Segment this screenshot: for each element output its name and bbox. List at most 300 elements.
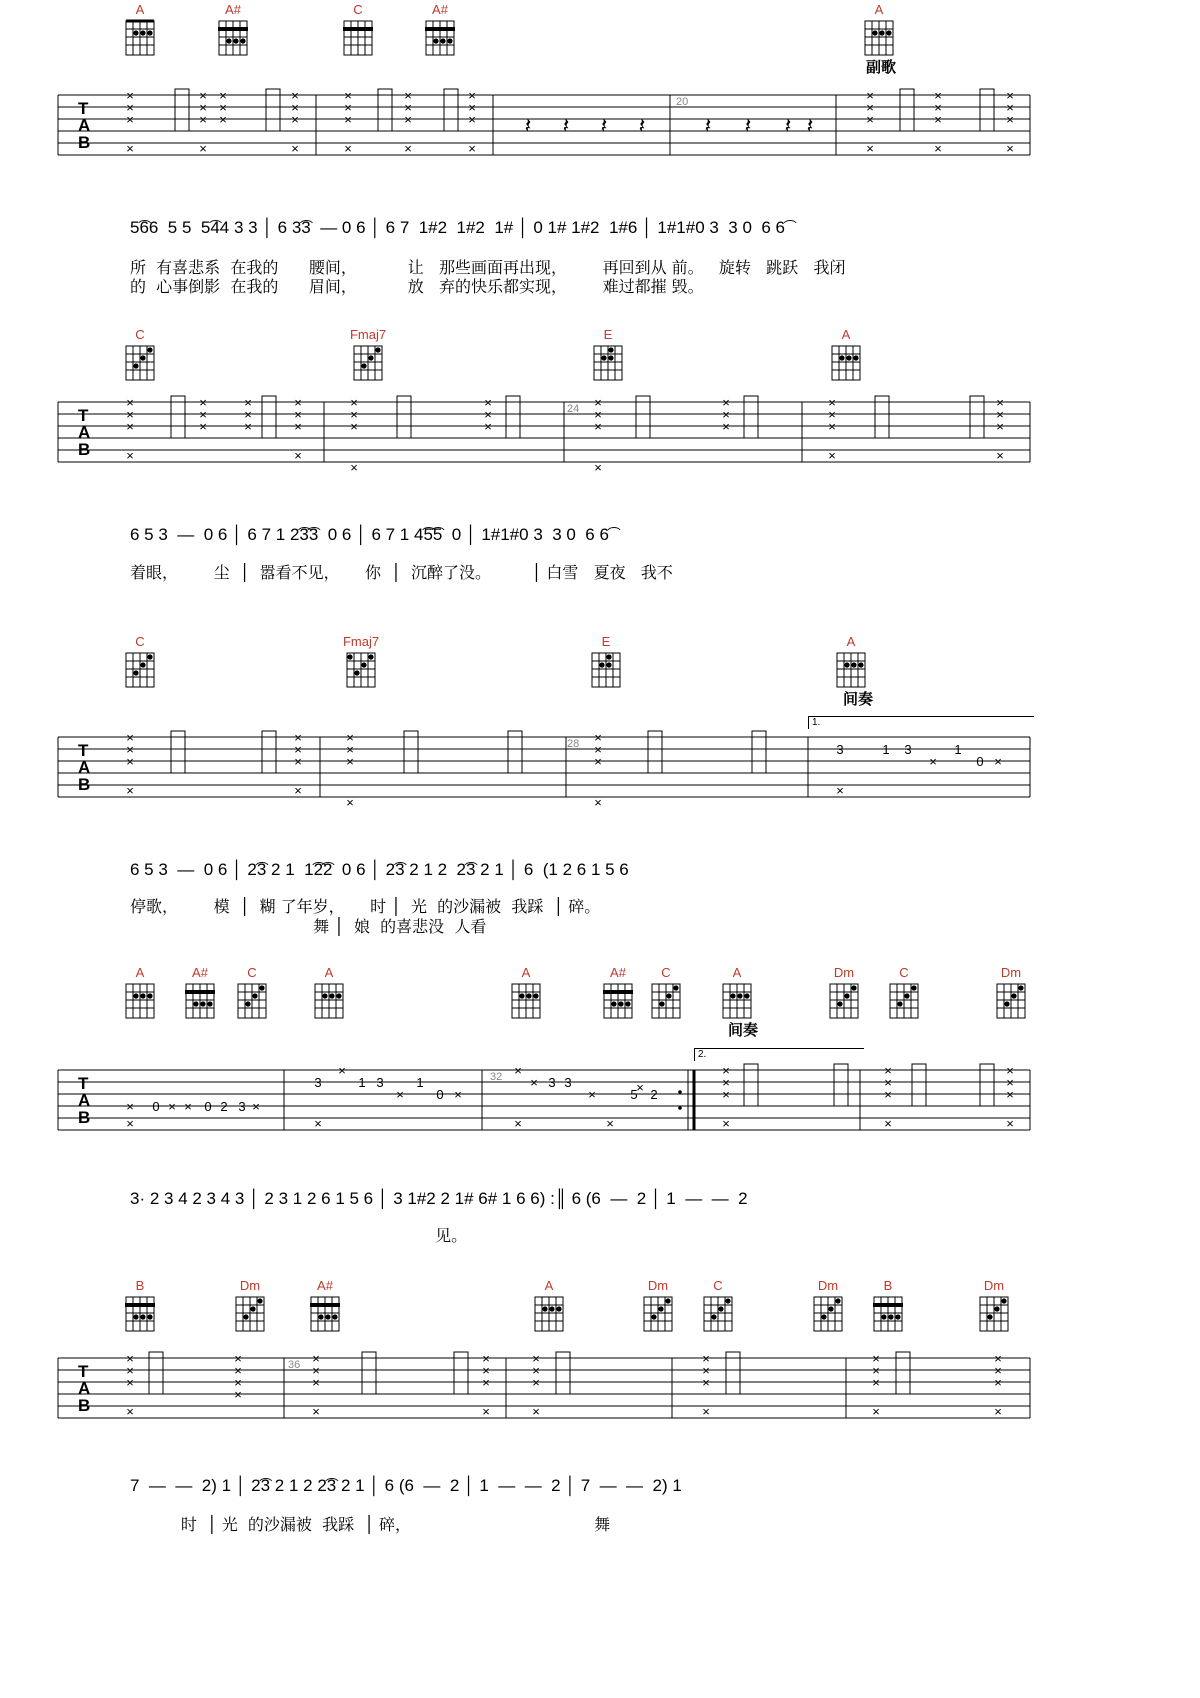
svg-text:×: × bbox=[468, 88, 476, 103]
chord-name: C bbox=[899, 965, 909, 980]
chord-diagram bbox=[172, 965, 228, 1022]
svg-text:×: × bbox=[346, 754, 354, 769]
svg-text:×: × bbox=[1006, 1087, 1014, 1102]
chord-diagram bbox=[112, 965, 168, 1022]
svg-text:×: × bbox=[350, 395, 358, 410]
svg-text:×: × bbox=[702, 1404, 710, 1419]
chord-name: E bbox=[601, 634, 611, 649]
svg-text:×: × bbox=[126, 112, 134, 127]
chord-diagram bbox=[983, 965, 1039, 1022]
svg-text:×: × bbox=[532, 1375, 540, 1390]
svg-text:×: × bbox=[291, 112, 299, 127]
svg-text:×: × bbox=[294, 754, 302, 769]
svg-text:×: × bbox=[294, 419, 302, 434]
lyrics-line-1: 时 │ 光 的沙漏被 我踩 │ 碎， 舞 bbox=[130, 1515, 611, 1534]
svg-text:×: × bbox=[934, 100, 942, 115]
svg-text:×: × bbox=[468, 112, 476, 127]
tab-staff bbox=[58, 1063, 1110, 1131]
tab-clef: T A B bbox=[78, 741, 91, 794]
svg-text:×: × bbox=[126, 395, 134, 410]
svg-text:×: × bbox=[636, 1080, 644, 1095]
tab-staff-lines bbox=[58, 395, 1110, 502]
svg-text:5: 5 bbox=[630, 1087, 638, 1102]
svg-text:×: × bbox=[350, 460, 358, 475]
svg-text:×: × bbox=[199, 112, 207, 127]
chord-diagram bbox=[690, 1278, 746, 1335]
tab-clef: T A B bbox=[78, 99, 91, 152]
tab-staff bbox=[58, 88, 1110, 156]
chord-grid-icon bbox=[598, 980, 638, 1022]
jianpu-notation: 6 5 3 — 0 6 │ 6 7 1 2͡3͡3 0 6 │ 6 7 1 4͡5͡5 0 │ 1#1#0 3 3 0 6 6͡ bbox=[130, 525, 609, 544]
svg-text:×: × bbox=[126, 88, 134, 103]
tab-staff bbox=[58, 730, 1110, 810]
svg-text:×: × bbox=[530, 1075, 538, 1090]
chord-name: A bbox=[874, 2, 884, 17]
svg-text:×: × bbox=[234, 1363, 242, 1378]
chord-diagram bbox=[966, 1278, 1022, 1335]
svg-text:×: × bbox=[219, 100, 227, 115]
svg-text:×: × bbox=[1006, 1075, 1014, 1090]
chord-grid-icon bbox=[180, 980, 220, 1022]
svg-text:0: 0 bbox=[204, 1099, 212, 1114]
svg-text:×: × bbox=[294, 407, 302, 422]
svg-text:×: × bbox=[396, 1087, 404, 1102]
chord-grid-icon bbox=[506, 980, 546, 1022]
tab-staff-lines bbox=[58, 88, 1110, 195]
chord-name: A# bbox=[317, 1278, 333, 1293]
svg-text:𝄽: 𝄽 bbox=[562, 113, 570, 138]
section-label: 副歌 bbox=[866, 58, 897, 76]
svg-text:×: × bbox=[126, 407, 134, 422]
svg-text:×: × bbox=[836, 783, 844, 798]
svg-text:×: × bbox=[994, 1404, 1002, 1419]
svg-text:1: 1 bbox=[416, 1075, 424, 1090]
svg-text:×: × bbox=[234, 1375, 242, 1390]
svg-text:𝄽: 𝄽 bbox=[704, 113, 712, 138]
chord-name: B bbox=[883, 1278, 893, 1293]
svg-text:×: × bbox=[344, 141, 352, 156]
svg-text:×: × bbox=[884, 1075, 892, 1090]
svg-text:2: 2 bbox=[650, 1087, 658, 1102]
svg-text:×: × bbox=[482, 1363, 490, 1378]
svg-text:×: × bbox=[126, 1116, 134, 1131]
svg-text:×: × bbox=[312, 1375, 320, 1390]
svg-text:×: × bbox=[1006, 88, 1014, 103]
lyrics-line-2: 舞 │ 娘 的喜悲没 人看 bbox=[130, 917, 487, 936]
svg-text:×: × bbox=[126, 783, 134, 798]
chord-grid-icon bbox=[808, 1293, 848, 1335]
svg-text:𝄽: 𝄽 bbox=[806, 113, 814, 138]
chord-grid-icon bbox=[232, 980, 272, 1022]
chord-diagram bbox=[860, 1278, 916, 1335]
svg-text:×: × bbox=[454, 1087, 462, 1102]
svg-text:×: × bbox=[722, 1075, 730, 1090]
svg-text:×: × bbox=[404, 112, 412, 127]
svg-text:×: × bbox=[468, 100, 476, 115]
svg-text:×: × bbox=[244, 395, 252, 410]
svg-text:×: × bbox=[291, 100, 299, 115]
chord-name: A bbox=[732, 965, 742, 980]
svg-text:×: × bbox=[482, 1375, 490, 1390]
svg-text:3: 3 bbox=[314, 1075, 322, 1090]
chord-name: Dm bbox=[239, 1278, 261, 1293]
chord-name: C bbox=[135, 327, 145, 342]
chord-diagram bbox=[112, 327, 168, 384]
svg-text:×: × bbox=[872, 1375, 880, 1390]
chord-diagram bbox=[412, 2, 468, 59]
tab-staff bbox=[58, 395, 1110, 475]
svg-text:×: × bbox=[484, 419, 492, 434]
chord-diagram bbox=[112, 1278, 168, 1335]
svg-text:×: × bbox=[219, 88, 227, 103]
svg-text:×: × bbox=[244, 407, 252, 422]
svg-text:𝄽: 𝄽 bbox=[784, 113, 792, 138]
svg-text:×: × bbox=[482, 1404, 490, 1419]
svg-text:×: × bbox=[126, 419, 134, 434]
svg-text:×: × bbox=[1006, 141, 1014, 156]
svg-text:0: 0 bbox=[436, 1087, 444, 1102]
svg-text:×: × bbox=[312, 1363, 320, 1378]
chord-diagram bbox=[301, 965, 357, 1022]
svg-text:×: × bbox=[199, 141, 207, 156]
svg-text:×: × bbox=[866, 112, 874, 127]
svg-text:3: 3 bbox=[548, 1075, 556, 1090]
svg-text:×: × bbox=[126, 1351, 134, 1366]
svg-text:𝄽: 𝄽 bbox=[744, 113, 752, 138]
chord-grid-icon bbox=[120, 980, 160, 1022]
svg-text:×: × bbox=[722, 395, 730, 410]
svg-text:𝄽: 𝄽 bbox=[638, 113, 646, 138]
svg-text:×: × bbox=[184, 1099, 192, 1114]
chord-grid-icon bbox=[338, 17, 378, 59]
svg-text:×: × bbox=[344, 112, 352, 127]
svg-text:×: × bbox=[594, 795, 602, 810]
svg-text:0: 0 bbox=[976, 754, 984, 769]
chord-grid-icon bbox=[586, 649, 626, 691]
svg-text:×: × bbox=[484, 407, 492, 422]
chord-diagram bbox=[112, 634, 168, 691]
chord-diagram bbox=[224, 965, 280, 1022]
jianpu-notation: 3· 2 3 4 2 3 4 3 │ 2 3 1 2 6 1 5 6 │ 3 1#2 2 1# 6# 1 6 6) :║ 6 (6 — 2 │ 1 — — 2 bbox=[130, 1189, 748, 1208]
svg-text:×: × bbox=[994, 1351, 1002, 1366]
volta-bracket: 1. bbox=[808, 716, 1034, 729]
svg-text:×: × bbox=[866, 100, 874, 115]
svg-text:×: × bbox=[532, 1351, 540, 1366]
chord-diagram bbox=[818, 327, 874, 384]
svg-text:×: × bbox=[338, 1063, 346, 1078]
svg-text:×: × bbox=[996, 407, 1004, 422]
svg-text:×: × bbox=[294, 448, 302, 463]
chord-name: Dm bbox=[817, 1278, 839, 1293]
measure-number: 24 bbox=[567, 403, 580, 415]
svg-text:×: × bbox=[514, 1063, 522, 1078]
svg-text:×: × bbox=[126, 100, 134, 115]
tab-clef: T A B bbox=[78, 1362, 91, 1415]
chord-name: A bbox=[135, 965, 145, 980]
svg-text:×: × bbox=[314, 1116, 322, 1131]
chord-grid-icon bbox=[420, 17, 460, 59]
svg-text:×: × bbox=[594, 407, 602, 422]
svg-text:×: × bbox=[404, 88, 412, 103]
chord-grid-icon bbox=[230, 1293, 270, 1335]
chord-grid-icon bbox=[638, 1293, 678, 1335]
svg-text:0: 0 bbox=[152, 1099, 160, 1114]
svg-text:×: × bbox=[291, 88, 299, 103]
svg-text:×: × bbox=[1006, 100, 1014, 115]
chord-grid-icon bbox=[341, 649, 381, 691]
svg-text:×: × bbox=[404, 100, 412, 115]
svg-text:3: 3 bbox=[564, 1075, 572, 1090]
svg-text:×: × bbox=[126, 141, 134, 156]
svg-text:×: × bbox=[291, 141, 299, 156]
svg-text:×: × bbox=[294, 395, 302, 410]
svg-text:1: 1 bbox=[954, 742, 962, 757]
chord-grid-icon bbox=[884, 980, 924, 1022]
svg-text:×: × bbox=[312, 1404, 320, 1419]
svg-text:×: × bbox=[532, 1363, 540, 1378]
svg-text:𝄽: 𝄽 bbox=[600, 113, 608, 138]
measure-number: 32 bbox=[490, 1071, 503, 1083]
svg-text:×: × bbox=[872, 1363, 880, 1378]
svg-text:×: × bbox=[994, 1363, 1002, 1378]
svg-text:×: × bbox=[468, 141, 476, 156]
svg-text:×: × bbox=[346, 730, 354, 745]
svg-text:×: × bbox=[346, 795, 354, 810]
svg-text:×: × bbox=[219, 112, 227, 127]
chord-name: A bbox=[846, 634, 856, 649]
chord-diagram bbox=[578, 634, 634, 691]
section-label: 间奏 bbox=[843, 690, 874, 708]
chord-grid-icon bbox=[213, 17, 253, 59]
svg-text:×: × bbox=[234, 1387, 242, 1402]
svg-text:×: × bbox=[294, 742, 302, 757]
svg-text:×: × bbox=[996, 448, 1004, 463]
chord-name: Fmaj7 bbox=[349, 327, 387, 342]
svg-text:×: × bbox=[126, 754, 134, 769]
chord-name: A# bbox=[610, 965, 626, 980]
chord-grid-icon bbox=[588, 342, 628, 384]
svg-text:×: × bbox=[996, 395, 1004, 410]
chord-grid-icon bbox=[120, 342, 160, 384]
tab-clef: T A B bbox=[78, 1074, 91, 1127]
chord-grid-icon bbox=[974, 1293, 1014, 1335]
chord-name: Dm bbox=[1000, 965, 1022, 980]
tab-clef: T A B bbox=[78, 406, 91, 459]
tab-staff bbox=[58, 1351, 1110, 1419]
chord-name: C bbox=[661, 965, 671, 980]
lyrics-line-1: 见。 bbox=[130, 1226, 468, 1245]
svg-text:×: × bbox=[722, 419, 730, 434]
svg-text:×: × bbox=[594, 395, 602, 410]
svg-text:2: 2 bbox=[220, 1099, 228, 1114]
chord-grid-icon bbox=[120, 649, 160, 691]
chord-grid-icon bbox=[120, 17, 160, 59]
svg-text:×: × bbox=[126, 1404, 134, 1419]
chord-name: A# bbox=[225, 2, 241, 17]
chord-grid-icon bbox=[826, 342, 866, 384]
svg-text:×: × bbox=[126, 1375, 134, 1390]
chord-diagram bbox=[205, 2, 261, 59]
chord-grid-icon bbox=[717, 980, 757, 1022]
tab-staff-lines bbox=[58, 1351, 1110, 1458]
svg-text:×: × bbox=[994, 1375, 1002, 1390]
measure-number: 28 bbox=[567, 738, 580, 750]
chord-name: A bbox=[841, 327, 851, 342]
svg-text:×: × bbox=[126, 1363, 134, 1378]
svg-text:×: × bbox=[126, 448, 134, 463]
svg-text:×: × bbox=[126, 1099, 134, 1114]
svg-text:×: × bbox=[294, 783, 302, 798]
svg-text:𝄽: 𝄽 bbox=[524, 113, 532, 138]
chord-name: A bbox=[324, 965, 334, 980]
chord-diagram bbox=[800, 1278, 856, 1335]
tab-staff-lines bbox=[58, 730, 1110, 837]
svg-text:×: × bbox=[199, 407, 207, 422]
svg-text:×: × bbox=[594, 742, 602, 757]
svg-text:×: × bbox=[1006, 1116, 1014, 1131]
lyrics-line-1: 着眼， 尘 │ 嚣看不见， 你 │ 沉醉了没。 │ 白雪 夏夜 我不 bbox=[130, 563, 673, 582]
svg-text:×: × bbox=[828, 395, 836, 410]
svg-text:×: × bbox=[994, 754, 1002, 769]
chord-grid-icon bbox=[831, 649, 871, 691]
chord-name: Dm bbox=[983, 1278, 1005, 1293]
svg-text:×: × bbox=[929, 754, 937, 769]
svg-text:×: × bbox=[344, 100, 352, 115]
svg-text:×: × bbox=[199, 419, 207, 434]
chord-diagram bbox=[112, 2, 168, 59]
chord-diagram bbox=[630, 1278, 686, 1335]
lyrics-line-1: 所 有喜悲系 在我的 腰间， 让 那些画面再出现， 再回到从 前。 旋转 跳跃 我闭 bbox=[130, 258, 846, 277]
chord-name: C bbox=[135, 634, 145, 649]
volta-bracket: 2. bbox=[694, 1048, 864, 1061]
svg-text:×: × bbox=[722, 1063, 730, 1078]
svg-text:×: × bbox=[126, 730, 134, 745]
chord-grid-icon bbox=[120, 1293, 160, 1335]
jianpu-notation: 5͡66 5 5 5͡44 3 3 │ 6 3͡3 — 0 6 │ 6 7 1#2 1#2 1# │ 0 1# 1#2 1#6 │ 1#1#0 3 3 0 6 6͡ bbox=[130, 218, 785, 237]
svg-text:×: × bbox=[606, 1116, 614, 1131]
svg-text:×: × bbox=[722, 407, 730, 422]
svg-text:3: 3 bbox=[238, 1099, 246, 1114]
chord-grid-icon bbox=[824, 980, 864, 1022]
chord-name: A bbox=[544, 1278, 554, 1293]
svg-text:×: × bbox=[350, 407, 358, 422]
chord-grid-icon bbox=[859, 17, 899, 59]
svg-text:×: × bbox=[722, 1116, 730, 1131]
chord-diagram bbox=[823, 634, 879, 691]
svg-text:×: × bbox=[344, 88, 352, 103]
chord-diagram bbox=[330, 2, 386, 59]
svg-text:×: × bbox=[866, 88, 874, 103]
chord-name: C bbox=[247, 965, 257, 980]
svg-text:×: × bbox=[252, 1099, 260, 1114]
svg-text:×: × bbox=[996, 419, 1004, 434]
svg-text:×: × bbox=[884, 1116, 892, 1131]
chord-diagram bbox=[333, 634, 389, 691]
svg-text:×: × bbox=[404, 141, 412, 156]
svg-text:1: 1 bbox=[358, 1075, 366, 1090]
chord-name: A bbox=[135, 2, 145, 17]
svg-text:×: × bbox=[594, 730, 602, 745]
svg-text:×: × bbox=[532, 1404, 540, 1419]
svg-text:×: × bbox=[514, 1116, 522, 1131]
svg-text:×: × bbox=[934, 112, 942, 127]
chord-diagram bbox=[876, 965, 932, 1022]
chord-grid-icon bbox=[305, 1293, 345, 1335]
chord-name: C bbox=[713, 1278, 723, 1293]
svg-text:×: × bbox=[588, 1087, 596, 1102]
chord-diagram bbox=[222, 1278, 278, 1335]
chord-grid-icon bbox=[348, 342, 388, 384]
svg-text:×: × bbox=[828, 419, 836, 434]
svg-text:×: × bbox=[884, 1087, 892, 1102]
chord-name: C bbox=[353, 2, 363, 17]
chord-name: A# bbox=[432, 2, 448, 17]
svg-text:×: × bbox=[350, 419, 358, 434]
svg-text:×: × bbox=[594, 754, 602, 769]
chord-diagram bbox=[816, 965, 872, 1022]
chord-name: Fmaj7 bbox=[342, 634, 380, 649]
svg-text:×: × bbox=[934, 88, 942, 103]
svg-text:×: × bbox=[482, 1351, 490, 1366]
svg-text:×: × bbox=[199, 88, 207, 103]
chord-grid-icon bbox=[309, 980, 349, 1022]
svg-text:×: × bbox=[702, 1375, 710, 1390]
chord-name: A# bbox=[192, 965, 208, 980]
chord-grid-icon bbox=[646, 980, 686, 1022]
chord-name: Dm bbox=[647, 1278, 669, 1293]
chord-diagram bbox=[709, 965, 765, 1022]
measure-number: 20 bbox=[676, 96, 689, 108]
svg-text:×: × bbox=[126, 742, 134, 757]
chord-grid-icon bbox=[529, 1293, 569, 1335]
svg-text:×: × bbox=[702, 1351, 710, 1366]
measure-number: 36 bbox=[288, 1359, 301, 1371]
svg-text:×: × bbox=[346, 742, 354, 757]
section-label: 间奏 bbox=[728, 1021, 759, 1039]
svg-text:×: × bbox=[872, 1351, 880, 1366]
svg-text:3: 3 bbox=[376, 1075, 384, 1090]
svg-text:×: × bbox=[234, 1351, 242, 1366]
svg-text:×: × bbox=[1006, 112, 1014, 127]
chord-diagram bbox=[340, 327, 396, 384]
svg-text:×: × bbox=[168, 1099, 176, 1114]
chord-diagram bbox=[498, 965, 554, 1022]
svg-text:3: 3 bbox=[904, 742, 912, 757]
svg-text:×: × bbox=[594, 460, 602, 475]
svg-text:×: × bbox=[199, 100, 207, 115]
svg-text:×: × bbox=[484, 395, 492, 410]
chord-grid-icon bbox=[868, 1293, 908, 1335]
chord-diagram bbox=[580, 327, 636, 384]
svg-text:×: × bbox=[594, 419, 602, 434]
chord-grid-icon bbox=[698, 1293, 738, 1335]
chord-name: B bbox=[135, 1278, 145, 1293]
jianpu-notation: 7 — — 2) 1 │ 2͡3 2 1 2 2͡3 2 1 │ 6 (6 — 2 │ 1 — — 2 │ 7 — — 2) 1 bbox=[130, 1476, 682, 1495]
lyrics-line-2: 的 心事倒影 在我的 眉间， 放 弃的快乐都实现， 难过都摧 毁。 bbox=[130, 277, 704, 296]
svg-text:×: × bbox=[722, 1087, 730, 1102]
jianpu-notation: 6 5 3 — 0 6 │ 2͡3 2 1 1͡2͡2 0 6 │ 2͡3 2 1 2 2͡3 2 1 │ 6 (1 2 6 1 5 6 bbox=[130, 860, 629, 879]
chord-name: Dm bbox=[833, 965, 855, 980]
tab-staff-lines bbox=[58, 1063, 1110, 1170]
chord-grid-icon bbox=[991, 980, 1031, 1022]
chord-diagram bbox=[638, 965, 694, 1022]
svg-text:3: 3 bbox=[836, 742, 844, 757]
svg-text:×: × bbox=[828, 407, 836, 422]
svg-text:×: × bbox=[1006, 1063, 1014, 1078]
svg-text:×: × bbox=[244, 419, 252, 434]
svg-text:×: × bbox=[884, 1063, 892, 1078]
lyrics-line-1: 停歌， 模 │ 糊 了年岁， 时 │ 光 的沙漏被 我踩 │ 碎。 bbox=[130, 897, 601, 916]
